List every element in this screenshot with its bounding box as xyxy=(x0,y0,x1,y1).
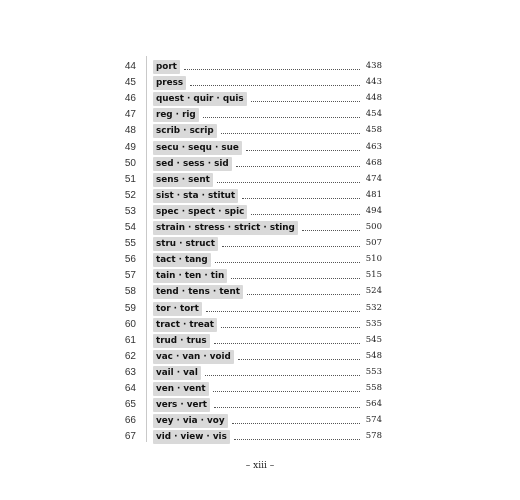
entry-page-number: 510 xyxy=(365,254,382,265)
toc-entry[interactable] xyxy=(0,285,520,301)
entry-number: 55 xyxy=(124,238,136,250)
entry-root-label: reg · rig xyxy=(153,108,199,122)
entry-root-label: ven · vent xyxy=(153,382,209,396)
entry-root-label: tor · tort xyxy=(153,302,202,316)
toc-entry[interactable] xyxy=(0,221,520,237)
entry-page-number: 574 xyxy=(365,415,382,426)
toc-entry[interactable] xyxy=(0,430,520,446)
entry-page-number: 507 xyxy=(365,238,382,249)
toc-entry[interactable] xyxy=(0,141,520,157)
toc-entry[interactable] xyxy=(0,189,520,205)
entry-root-label: tend · tens · tent xyxy=(153,285,243,299)
toc-entry[interactable] xyxy=(0,205,520,221)
entry-root-label: sens · sent xyxy=(153,173,213,187)
entry-root-label: vac · van · void xyxy=(153,350,234,364)
dot-leader xyxy=(232,423,360,424)
entry-page-number: 443 xyxy=(365,77,382,88)
entry-number: 50 xyxy=(124,157,136,169)
entry-root-label: tract · treat xyxy=(153,318,217,332)
entry-page-number: 454 xyxy=(365,109,382,120)
entry-number: 52 xyxy=(124,189,136,201)
entry-root-label: quest · quir · quis xyxy=(153,92,247,106)
dot-leader xyxy=(184,69,360,70)
entry-number: 58 xyxy=(124,286,136,298)
entry-page-number: 548 xyxy=(365,350,382,361)
toc-entry[interactable] xyxy=(0,350,520,366)
dot-leader xyxy=(242,198,360,199)
entry-root-label: vers · vert xyxy=(153,398,210,412)
entry-number: 63 xyxy=(124,366,136,378)
dot-leader xyxy=(205,375,360,376)
toc-entry[interactable] xyxy=(0,237,520,253)
entry-root-label: tact · tang xyxy=(153,253,211,267)
entry-root-label: press xyxy=(153,76,186,90)
entry-number: 67 xyxy=(124,431,136,443)
entry-root-label: trud · trus xyxy=(153,334,210,348)
entry-root-label: tain · ten · tin xyxy=(153,269,227,283)
dot-leader xyxy=(206,311,360,312)
dot-leader xyxy=(203,117,360,118)
entry-number: 53 xyxy=(124,205,136,217)
toc-entry[interactable] xyxy=(0,124,520,140)
entry-page-number: 468 xyxy=(365,157,382,168)
toc-entry[interactable] xyxy=(0,157,520,173)
entry-number: 66 xyxy=(124,415,136,427)
entry-page-number: 438 xyxy=(365,61,382,71)
entry-number: 59 xyxy=(124,302,136,314)
dot-leader xyxy=(190,85,360,86)
entry-page-number: 481 xyxy=(365,189,382,200)
entry-root-label: vail · val xyxy=(153,366,201,380)
entry-number: 44 xyxy=(124,61,136,72)
dot-leader xyxy=(238,359,360,360)
entry-number: 60 xyxy=(124,318,136,330)
entry-number: 64 xyxy=(124,383,136,394)
dot-leader xyxy=(247,294,360,295)
entry-number: 47 xyxy=(124,109,136,121)
entry-number: 57 xyxy=(124,270,136,282)
entry-page-number: 553 xyxy=(365,366,382,377)
entry-number: 48 xyxy=(124,125,136,137)
entry-root-label: vey · via · voy xyxy=(153,414,228,428)
dot-leader xyxy=(214,343,360,344)
dot-leader xyxy=(217,182,360,183)
entry-number: 56 xyxy=(124,254,136,266)
entry-page-number: 535 xyxy=(365,318,382,329)
toc-entry[interactable] xyxy=(0,334,520,350)
entry-root-label: strain · stress · strict · sting xyxy=(153,221,298,235)
entry-page-number: 494 xyxy=(365,205,382,216)
entry-page-number: 564 xyxy=(365,399,382,410)
dot-leader xyxy=(302,230,360,231)
toc-entry[interactable] xyxy=(0,76,520,92)
dot-leader xyxy=(215,262,360,263)
entry-root-label: scrib · scrip xyxy=(153,124,217,138)
dot-leader xyxy=(246,150,360,151)
dot-leader xyxy=(221,327,360,328)
toc-entry[interactable] xyxy=(0,366,520,382)
entry-number: 54 xyxy=(124,222,136,233)
dot-leader xyxy=(221,133,360,134)
entry-page-number: 524 xyxy=(365,286,382,297)
dot-leader xyxy=(251,101,360,102)
entry-page-number: 558 xyxy=(365,383,382,393)
dot-leader xyxy=(231,278,360,279)
entry-page-number: 463 xyxy=(365,141,382,152)
toc-entry[interactable] xyxy=(0,173,520,189)
dot-leader xyxy=(251,214,360,215)
dot-leader xyxy=(222,246,360,247)
dot-leader xyxy=(214,407,360,408)
entry-number: 45 xyxy=(124,77,136,89)
entry-page-number: 578 xyxy=(365,431,382,442)
entry-root-label: spec · spect · spic xyxy=(153,205,247,219)
toc-entry[interactable] xyxy=(0,302,520,318)
entry-page-number: 515 xyxy=(365,270,382,281)
entry-root-label: sed · sess · sid xyxy=(153,157,232,171)
entry-root-label: sist · sta · stitut xyxy=(153,189,238,203)
toc-entry[interactable] xyxy=(0,269,520,285)
toc-entry[interactable] xyxy=(0,92,520,108)
entry-number: 49 xyxy=(124,141,136,153)
entry-page-number: 500 xyxy=(365,222,382,232)
entry-number: 65 xyxy=(124,399,136,411)
entry-number: 51 xyxy=(124,173,136,185)
toc-entry[interactable] xyxy=(0,253,520,269)
entry-number: 46 xyxy=(124,93,136,105)
entry-root-label: stru · struct xyxy=(153,237,218,251)
entry-page-number: 545 xyxy=(365,334,382,345)
toc-entry[interactable] xyxy=(0,108,520,124)
toc-entry[interactable] xyxy=(0,318,520,334)
entry-number: 62 xyxy=(124,350,136,362)
dot-leader xyxy=(213,391,360,392)
toc-entry[interactable] xyxy=(0,60,520,76)
entry-page-number: 474 xyxy=(365,173,382,184)
entry-number: 61 xyxy=(124,334,136,346)
entry-root-label: vid · view · vis xyxy=(153,430,230,444)
page-footer-number: – xiii – xyxy=(245,461,275,471)
toc-entry[interactable] xyxy=(0,398,520,414)
dot-leader xyxy=(236,166,360,167)
dot-leader xyxy=(234,439,360,440)
entry-root-label: secu · sequ · sue xyxy=(153,141,242,155)
toc-entry[interactable] xyxy=(0,382,520,398)
entry-page-number: 532 xyxy=(365,302,382,313)
entry-page-number: 448 xyxy=(365,93,382,104)
entry-root-label: port xyxy=(153,60,180,74)
entry-page-number: 458 xyxy=(365,125,382,136)
toc-entry[interactable] xyxy=(0,414,520,430)
